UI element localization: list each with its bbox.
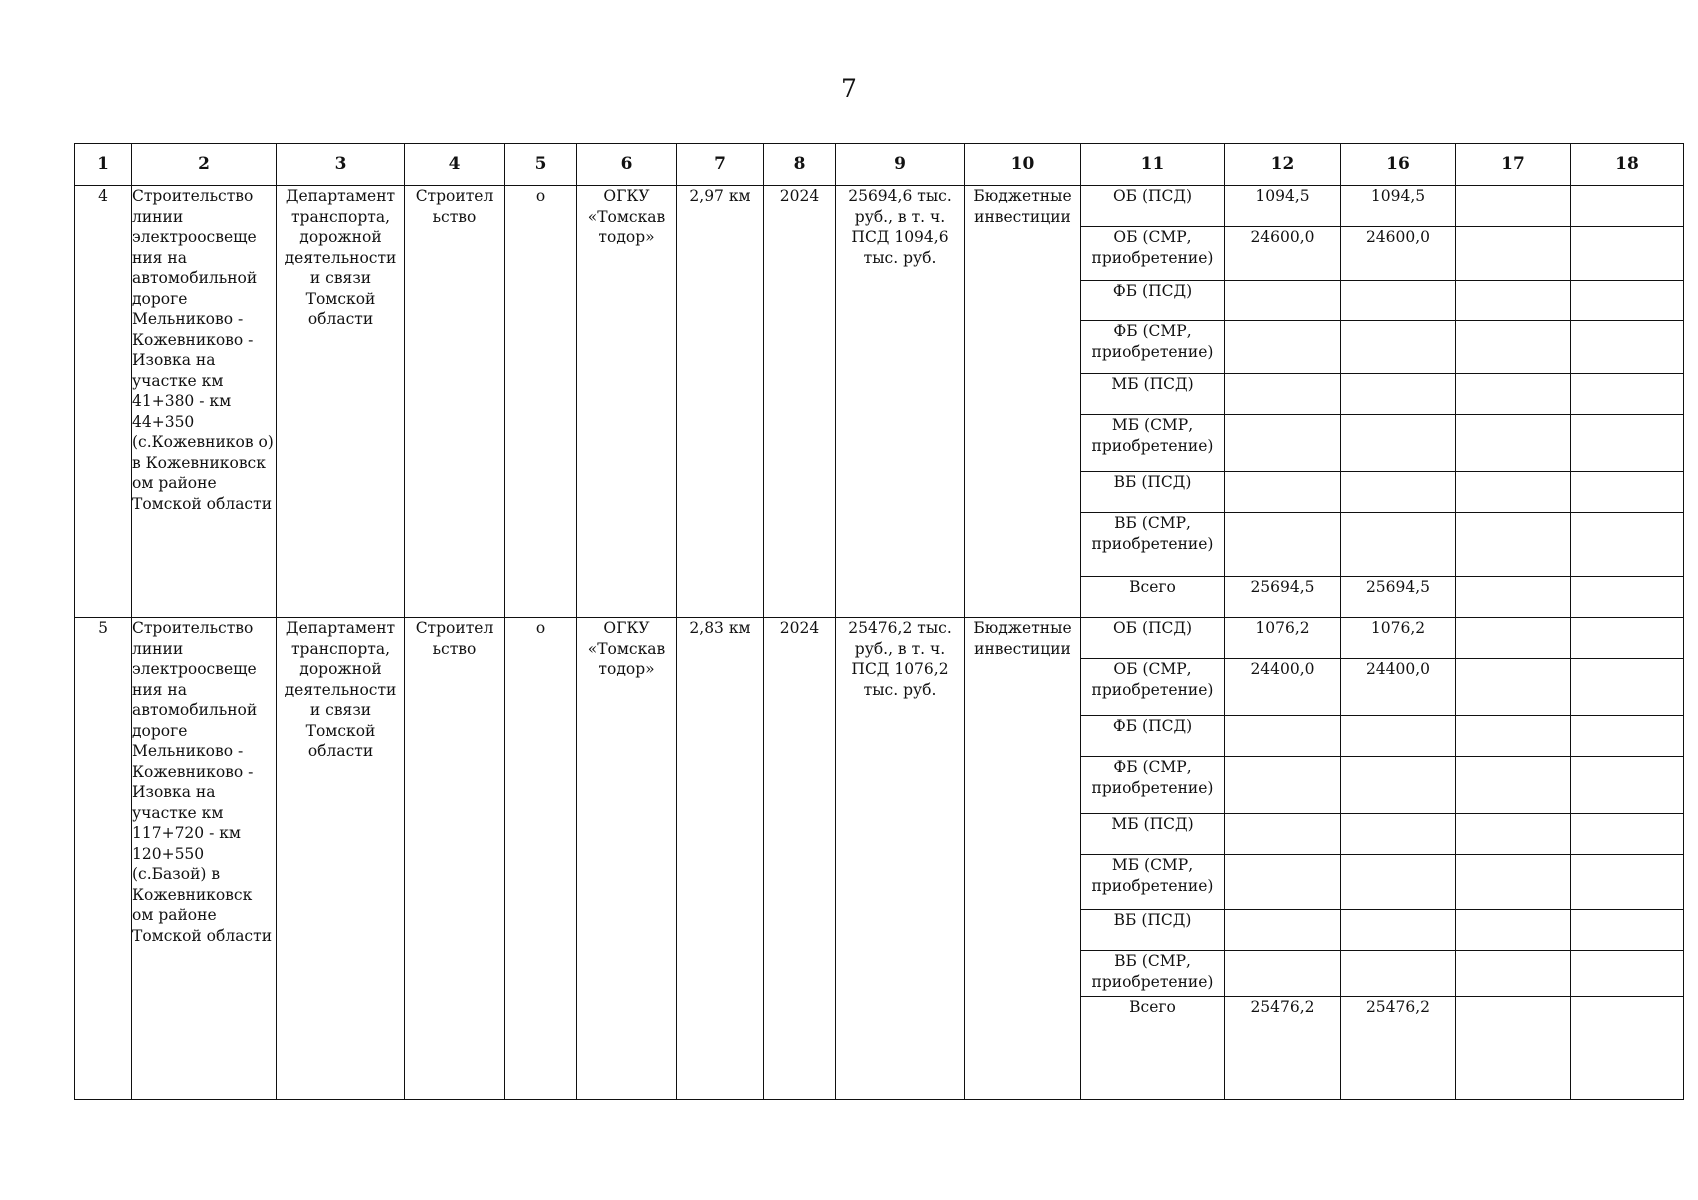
value-col-16 bbox=[1341, 281, 1456, 321]
funding-source: ФБ (ПСД) bbox=[1081, 716, 1225, 757]
value-col-17 bbox=[1456, 227, 1571, 281]
funding-source: ВБ (СМР, приобретение) bbox=[1081, 951, 1225, 997]
value-col-18 bbox=[1571, 951, 1684, 997]
value-col-16 bbox=[1341, 757, 1456, 814]
value-col-16 bbox=[1341, 951, 1456, 997]
funding-source: ФБ (ПСД) bbox=[1081, 281, 1225, 321]
length: 2,83 км bbox=[677, 618, 764, 1100]
value-col-12 bbox=[1225, 855, 1341, 910]
value-col-17 bbox=[1456, 855, 1571, 910]
value-col-18 bbox=[1571, 513, 1684, 577]
value-col-12 bbox=[1225, 472, 1341, 513]
value-col-18 bbox=[1571, 227, 1684, 281]
value-col-16: 1076,2 bbox=[1341, 618, 1456, 659]
cost: 25476,2 тыс. руб., в т. ч. ПСД 1076,2 тыс. руб. bbox=[836, 618, 965, 1100]
value-col-12 bbox=[1225, 513, 1341, 577]
funding-source: МБ (ПСД) bbox=[1081, 814, 1225, 855]
value-col-18 bbox=[1571, 659, 1684, 716]
header-cell: 6 bbox=[577, 144, 677, 186]
funding-source: МБ (СМР, приобретение) bbox=[1081, 415, 1225, 472]
value-col-16 bbox=[1341, 716, 1456, 757]
value-col-16 bbox=[1341, 855, 1456, 910]
page-number: 7 bbox=[841, 74, 857, 103]
value-col-12: 24600,0 bbox=[1225, 227, 1341, 281]
value-col-16: 25694,5 bbox=[1341, 577, 1456, 618]
value-col-17 bbox=[1456, 757, 1571, 814]
header-row bbox=[75, 144, 1684, 186]
table-row bbox=[75, 186, 1684, 227]
investment-type: Бюджетные инвестиции bbox=[965, 186, 1081, 618]
work-type: Строител ьство bbox=[405, 186, 505, 618]
funding-source: ФБ (СМР, приобретение) bbox=[1081, 321, 1225, 374]
value-col-16: 24600,0 bbox=[1341, 227, 1456, 281]
header-cell: 9 bbox=[836, 144, 965, 186]
value-col-16 bbox=[1341, 415, 1456, 472]
value-col-16: 24400,0 bbox=[1341, 659, 1456, 716]
funding-source: ОБ (СМР, приобретение) bbox=[1081, 659, 1225, 716]
value-col-12: 25694,5 bbox=[1225, 577, 1341, 618]
value-col-17 bbox=[1456, 659, 1571, 716]
funding-source: МБ (СМР, приобретение) bbox=[1081, 855, 1225, 910]
header-cell: 1 bbox=[75, 144, 132, 186]
value-col-17 bbox=[1456, 472, 1571, 513]
value-col-17 bbox=[1456, 513, 1571, 577]
value-col-18 bbox=[1571, 186, 1684, 227]
header-cell: 12 bbox=[1225, 144, 1341, 186]
work-type: Строител ьство bbox=[405, 618, 505, 1100]
funding-source: ОБ (ПСД) bbox=[1081, 618, 1225, 659]
funding-source: ВБ (СМР, приобретение) bbox=[1081, 513, 1225, 577]
year: 2024 bbox=[764, 618, 836, 1100]
value-col-16 bbox=[1341, 513, 1456, 577]
cost: 25694,6 тыс. руб., в т. ч. ПСД 1094,6 тыс. руб. bbox=[836, 186, 965, 618]
value-col-18 bbox=[1571, 716, 1684, 757]
value-col-18 bbox=[1571, 415, 1684, 472]
object-name: Строительство линии электроосвеще ния на автомобильной дороге Мельниково - Кожевниково - Изовка на участке км 41+380 - км 44+350 (с.Кожевников о) в Кожевниковск ом районе Томской области bbox=[132, 186, 277, 618]
investment-type: Бюджетные инвестиции bbox=[965, 618, 1081, 1100]
header-cell: 4 bbox=[405, 144, 505, 186]
value-col-12 bbox=[1225, 716, 1341, 757]
funding-source: ОБ (ПСД) bbox=[1081, 186, 1225, 227]
header-cell: 11 bbox=[1081, 144, 1225, 186]
header-cell: 17 bbox=[1456, 144, 1571, 186]
table-row bbox=[75, 618, 1684, 659]
value-col-17 bbox=[1456, 321, 1571, 374]
value-col-17 bbox=[1456, 577, 1571, 618]
value-col-17 bbox=[1456, 281, 1571, 321]
value-col-17 bbox=[1456, 951, 1571, 997]
value-col-16: 25476,2 bbox=[1341, 997, 1456, 1100]
value-col-12 bbox=[1225, 374, 1341, 415]
value-col-18 bbox=[1571, 997, 1684, 1100]
value-col-16: 1094,5 bbox=[1341, 186, 1456, 227]
department: Департамент транспорта, дорожной деятельности и связи Томской области bbox=[277, 186, 405, 618]
funding-source: ВБ (ПСД) bbox=[1081, 910, 1225, 951]
value-col-12 bbox=[1225, 910, 1341, 951]
header-cell: 18 bbox=[1571, 144, 1684, 186]
department: Департамент транспорта, дорожной деятельности и связи Томской области bbox=[277, 618, 405, 1100]
object-name: Строительство линии электроосвеще ния на автомобильной дороге Мельниково - Кожевниково - Изовка на участке км 117+720 - км 120+550 (с.Базой) в Кожевниковск ом районе Томской области bbox=[132, 618, 277, 1100]
value-col-18 bbox=[1571, 757, 1684, 814]
value-col-18 bbox=[1571, 577, 1684, 618]
value-col-16 bbox=[1341, 374, 1456, 415]
value-col-18 bbox=[1571, 374, 1684, 415]
header-cell: 10 bbox=[965, 144, 1081, 186]
header-cell: 3 bbox=[277, 144, 405, 186]
header-cell: 8 bbox=[764, 144, 836, 186]
value-col-17 bbox=[1456, 814, 1571, 855]
value-col-16 bbox=[1341, 321, 1456, 374]
value-col-17 bbox=[1456, 374, 1571, 415]
value-col-12 bbox=[1225, 281, 1341, 321]
column-5-value: о bbox=[505, 618, 577, 1100]
customer: ОГКУ «Томскав тодор» bbox=[577, 618, 677, 1100]
funding-source: Всего bbox=[1081, 997, 1225, 1100]
row-number: 5 bbox=[75, 618, 132, 1100]
value-col-12 bbox=[1225, 321, 1341, 374]
value-col-18 bbox=[1571, 855, 1684, 910]
value-col-16 bbox=[1341, 472, 1456, 513]
value-col-16 bbox=[1341, 910, 1456, 951]
length: 2,97 км bbox=[677, 186, 764, 618]
funding-source: МБ (ПСД) bbox=[1081, 374, 1225, 415]
year: 2024 bbox=[764, 186, 836, 618]
value-col-12 bbox=[1225, 951, 1341, 997]
funding-source: ОБ (СМР, приобретение) bbox=[1081, 227, 1225, 281]
header-cell: 16 bbox=[1341, 144, 1456, 186]
investment-table bbox=[74, 143, 1684, 1100]
value-col-18 bbox=[1571, 321, 1684, 374]
header-cell: 2 bbox=[132, 144, 277, 186]
value-col-12: 1094,5 bbox=[1225, 186, 1341, 227]
value-col-17 bbox=[1456, 910, 1571, 951]
value-col-12: 24400,0 bbox=[1225, 659, 1341, 716]
value-col-12: 25476,2 bbox=[1225, 997, 1341, 1100]
column-5-value: о bbox=[505, 186, 577, 618]
value-col-17 bbox=[1456, 415, 1571, 472]
value-col-18 bbox=[1571, 910, 1684, 951]
value-col-12 bbox=[1225, 415, 1341, 472]
value-col-12 bbox=[1225, 814, 1341, 855]
customer: ОГКУ «Томскав тодор» bbox=[577, 186, 677, 618]
value-col-12: 1076,2 bbox=[1225, 618, 1341, 659]
value-col-17 bbox=[1456, 716, 1571, 757]
value-col-17 bbox=[1456, 618, 1571, 659]
funding-source: Всего bbox=[1081, 577, 1225, 618]
value-col-18 bbox=[1571, 814, 1684, 855]
funding-source: ВБ (ПСД) bbox=[1081, 472, 1225, 513]
value-col-18 bbox=[1571, 281, 1684, 321]
funding-source: ФБ (СМР, приобретение) bbox=[1081, 757, 1225, 814]
value-col-16 bbox=[1341, 814, 1456, 855]
value-col-12 bbox=[1225, 757, 1341, 814]
header-cell: 7 bbox=[677, 144, 764, 186]
row-number: 4 bbox=[75, 186, 132, 618]
value-col-18 bbox=[1571, 618, 1684, 659]
value-col-17 bbox=[1456, 186, 1571, 227]
value-col-17 bbox=[1456, 997, 1571, 1100]
header-cell: 5 bbox=[505, 144, 577, 186]
value-col-18 bbox=[1571, 472, 1684, 513]
